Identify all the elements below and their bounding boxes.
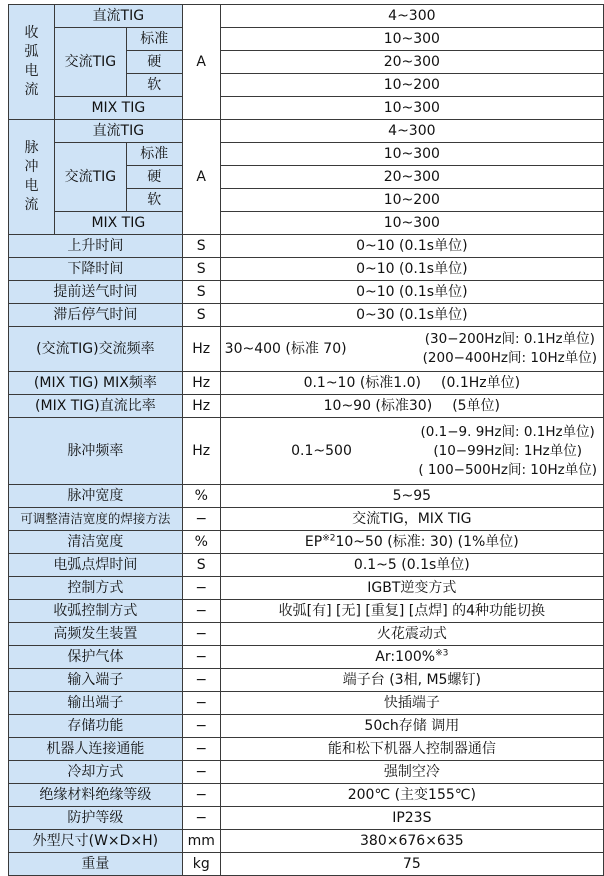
spec-label: 绝缘材料绝缘等级 <box>9 784 183 807</box>
spec-label: 重量 <box>9 853 183 876</box>
spec-value: 端子台 (3相, M5螺钉) <box>220 669 603 692</box>
spec-label: 外型尺寸(W×D×H) <box>9 830 183 853</box>
spec-value: IP23S <box>220 807 603 830</box>
dc-ratio-label: (MIX TIG)直流比率 <box>9 395 183 418</box>
spec-unit: − <box>182 600 220 623</box>
table-row <box>9 28 604 51</box>
arc-ac-soft-value: 10~200 <box>220 74 603 97</box>
table-row <box>9 485 604 508</box>
spec-unit: S <box>182 304 220 327</box>
table-row <box>9 97 604 120</box>
spec-label: 冷却方式 <box>9 761 183 784</box>
spec-table <box>8 4 604 876</box>
spot-time-label: 电弧点焊时间 <box>9 554 183 577</box>
table-row <box>9 304 604 327</box>
mix-frequency-label: (MIX TIG) MIX频率 <box>9 372 183 395</box>
spec-unit: S <box>182 235 220 258</box>
table-row <box>9 669 604 692</box>
pulse-dc-tig-value: 4~300 <box>220 120 603 143</box>
pulse-dc-tig-label: 直流TIG <box>54 120 182 143</box>
table-row <box>9 531 604 554</box>
arc-ac-hard-label: 硬 <box>126 51 182 74</box>
pulse-frequency-range: 0.1~500 <box>291 443 352 459</box>
arc-current-unit: A <box>182 5 220 120</box>
spec-label: 防护等级 <box>9 807 183 830</box>
cleaning-width-unit: % <box>182 531 220 554</box>
dc-ratio-value: 10~90 (标准30) (5单位) <box>220 395 603 418</box>
spec-label: 收弧控制方式 <box>9 600 183 623</box>
spec-unit: kg <box>182 853 220 876</box>
arc-ac-standard-label: 标准 <box>126 28 182 51</box>
ac-frequency-unit: Hz <box>182 327 220 372</box>
pulse-ac-soft-value: 10~200 <box>220 189 603 212</box>
footnote-mark: ※3 <box>435 648 449 659</box>
pulse-frequency-unit: Hz <box>182 418 220 485</box>
spec-value: 50ch存储 调用 <box>220 715 603 738</box>
spec-label: 下降时间 <box>9 258 183 281</box>
arc-ac-hard-value: 20~300 <box>220 51 603 74</box>
spec-value: IGBT逆变方式 <box>220 577 603 600</box>
spec-value: 快插端子 <box>220 692 603 715</box>
arc-dc-tig-value: 4~300 <box>220 5 603 28</box>
table-row <box>9 212 604 235</box>
arc-ac-tig-label: 交流TIG <box>54 28 126 97</box>
spec-value: 0~30 (0.1s单位) <box>220 304 603 327</box>
cleaning-width-value: EP$^{※2}$10~50 (标准: 30) (1%单位) <box>220 531 603 554</box>
spec-value: 收弧[有] [无] [重复] [点焊] 的4种功能切换 <box>220 600 603 623</box>
pulse-frequency-label: 脉冲频率 <box>9 418 183 485</box>
footnote-mark: ※2 <box>322 533 336 544</box>
cleaning-methods-label: 可调整清洁宽度的焊接方法 <box>9 508 183 531</box>
table-row <box>9 646 604 669</box>
spec-unit: − <box>182 692 220 715</box>
table-row <box>9 120 604 143</box>
ac-frequency-label: (交流TIG)交流频率 <box>9 327 183 372</box>
pulse-frequency-value <box>220 418 603 485</box>
pulse-width-label: 脉冲宽度 <box>9 485 183 508</box>
arc-dc-tig-label: 直流TIG <box>54 5 182 28</box>
spec-value: 0~10 (0.1s单位) <box>220 281 603 304</box>
table-row <box>9 418 604 485</box>
table-row <box>9 258 604 281</box>
pulse-mix-tig-label: MIX TIG <box>54 212 182 235</box>
spec-value: 200℃ (主变155℃) <box>220 784 603 807</box>
table-row <box>9 692 604 715</box>
shield-gas-value: Ar:100%$^{※3}$ <box>220 646 603 669</box>
spot-time-value: 0.1~5 (0.1s单位) <box>220 554 603 577</box>
spec-unit: S <box>182 281 220 304</box>
spec-label: 机器人连接通能 <box>9 738 183 761</box>
table-row <box>9 577 604 600</box>
pulse-ac-tig-label: 交流TIG <box>54 143 126 212</box>
table-row <box>9 807 604 830</box>
spec-unit: − <box>182 623 220 646</box>
mix-frequency-unit: Hz <box>182 372 220 395</box>
shield-gas-unit: − <box>182 646 220 669</box>
pulse-mix-tig-value: 10~300 <box>220 212 603 235</box>
cleaning-methods-unit: − <box>182 508 220 531</box>
spec-label: 输入端子 <box>9 669 183 692</box>
table-row <box>9 327 604 372</box>
spec-value: 火花震动式 <box>220 623 603 646</box>
spec-unit: − <box>182 669 220 692</box>
spec-unit: S <box>182 258 220 281</box>
cleaning-methods-value: 交流TIG，MIX TIG <box>220 508 603 531</box>
pulse-width-unit: % <box>182 485 220 508</box>
spec-value: 能和松下机器人控制器通信 <box>220 738 603 761</box>
ac-frequency-steps: (30−200Hz间: 0.1Hz单位) (200−400Hz间: 10Hz单位) <box>422 331 597 366</box>
spec-value: 0~10 (0.1s单位) <box>220 258 603 281</box>
shield-gas-label: 保护气体 <box>9 646 183 669</box>
spec-label: 上升时间 <box>9 235 183 258</box>
arc-ac-soft-label: 软 <box>126 74 182 97</box>
spec-label: 高频发生装置 <box>9 623 183 646</box>
spec-unit: − <box>182 784 220 807</box>
spec-unit: mm <box>182 830 220 853</box>
pulse-ac-standard-value: 10~300 <box>220 143 603 166</box>
pulse-current-group-label: 脉 冲 电 流 <box>9 120 55 235</box>
spec-unit: − <box>182 761 220 784</box>
spec-label: 提前送气时间 <box>9 281 183 304</box>
pulse-ac-standard-label: 标准 <box>126 143 182 166</box>
spec-unit: − <box>182 577 220 600</box>
table-row <box>9 600 604 623</box>
mix-frequency-value: 0.1~10 (标准1.0) (0.1Hz单位) <box>220 372 603 395</box>
spec-value: 75 <box>220 853 603 876</box>
arc-mix-tig-value: 10~300 <box>220 97 603 120</box>
spec-label: 滞后停气时间 <box>9 304 183 327</box>
table-row <box>9 761 604 784</box>
table-row <box>9 554 604 577</box>
arc-ac-standard-value: 10~300 <box>220 28 603 51</box>
ac-frequency-range: 30~400 (标准 70) <box>224 341 347 357</box>
table-row <box>9 715 604 738</box>
table-row <box>9 281 604 304</box>
spec-label: 控制方式 <box>9 577 183 600</box>
dc-ratio-unit: Hz <box>182 395 220 418</box>
pulse-ac-hard-label: 硬 <box>126 166 182 189</box>
table-row <box>9 372 604 395</box>
table-row <box>9 623 604 646</box>
arc-mix-tig-label: MIX TIG <box>54 97 182 120</box>
spec-unit: − <box>182 738 220 761</box>
cleaning-width-label: 清洁宽度 <box>9 531 183 554</box>
ac-frequency-value <box>220 327 603 372</box>
pulse-current-unit: A <box>182 120 220 235</box>
table-row <box>9 830 604 853</box>
pulse-frequency-steps: (0.1−9. 9Hz间: 0.1Hz单位) (10−99Hz间: 1Hz单位) ( 100−500Hz间: 10Hz单位) <box>418 423 597 478</box>
spot-time-unit: S <box>182 554 220 577</box>
spec-label: 输出端子 <box>9 692 183 715</box>
spec-unit: − <box>182 807 220 830</box>
table-row <box>9 508 604 531</box>
table-row <box>9 395 604 418</box>
spec-value: 0~10 (0.1s单位) <box>220 235 603 258</box>
spec-value: 380×676×635 <box>220 830 603 853</box>
table-row <box>9 143 604 166</box>
spec-label: 存储功能 <box>9 715 183 738</box>
table-row <box>9 853 604 876</box>
table-row <box>9 784 604 807</box>
pulse-ac-soft-label: 软 <box>126 189 182 212</box>
spec-unit: − <box>182 715 220 738</box>
pulse-ac-hard-value: 20~300 <box>220 166 603 189</box>
pulse-width-value: 5~95 <box>220 485 603 508</box>
arc-current-group-label: 收 弧 电 流 <box>9 5 55 120</box>
table-row <box>9 738 604 761</box>
table-row <box>9 5 604 28</box>
spec-value: 强制空冷 <box>220 761 603 784</box>
table-row <box>9 235 604 258</box>
